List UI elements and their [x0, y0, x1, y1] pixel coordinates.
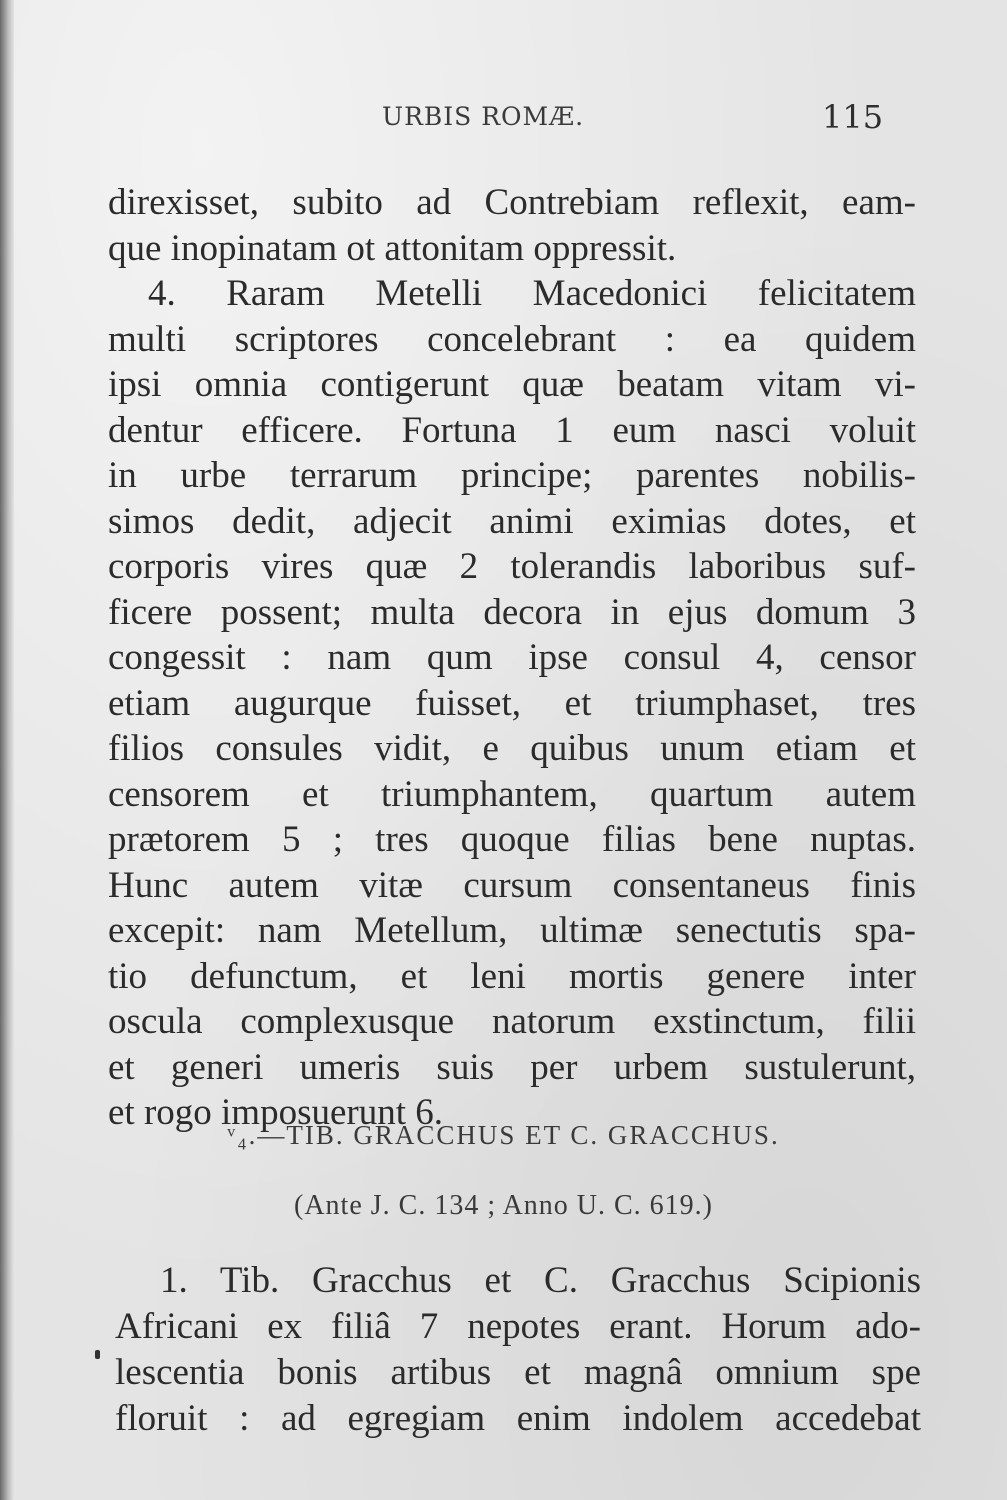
running-head: URBIS ROMÆ. [382, 102, 585, 131]
text-line: et generi umeris suis per urbem sustulerunt, [108, 1046, 916, 1088]
text-line: floruit : ad egregiam enim indolem accedebat [115, 1398, 921, 1439]
text-line: simos dedit, adjecit animi eximias dotes, et [108, 500, 916, 542]
text-line: lescentia bonis artibus et magnâ omnium spe [115, 1352, 921, 1393]
text-line: censorem et triumphantem, quartum autem [108, 773, 916, 815]
text-line: multi scriptores concelebrant : ea quidem [108, 318, 916, 360]
text-line: filios consules vidit, e quibus unum etiam et [108, 728, 916, 769]
text-line: direxisset, subito ad Contrebiam reflexit, eam- [108, 182, 916, 223]
text-line: congessit : nam qum ipse consul 4, censor [108, 637, 916, 678]
paragraph-start-line: 4. Raram Metelli Macedonici felicitatem [148, 273, 916, 314]
section-body-text [115, 1258, 921, 1442]
text-line: que inopinatam ot attonitam oppressit. [108, 227, 677, 269]
text-line: in urbe terrarum principe; parentes nobilis- [108, 455, 916, 496]
text-line: Hunc autem vitæ cursum consentaneus finis [108, 864, 916, 906]
page-header [0, 98, 1007, 138]
text-line: excepit: nam Metellum, ultimæ senectutis spa- [108, 910, 916, 951]
text-line: ficere possent; multa decora in ejus domum 3 [108, 591, 916, 633]
text-line: prætorem 5 ; tres quoque filias bene nuptas. [108, 819, 916, 860]
section-date: (Ante J. C. 134 ; Anno U. C. 619.) [294, 1190, 713, 1221]
text-line: Africani ex filiâ 7 nepotes erant. Horum ado- [115, 1306, 921, 1347]
section-heading: ᵛ₄.—TIB. GRACCHUS ET C. GRACCHUS. [227, 1120, 780, 1150]
body-text [108, 180, 916, 1136]
text-line: corporis vires quæ 2 tolerandis laboribus suf- [108, 546, 916, 587]
paragraph-start-line: 1. Tib. Gracchus et C. Gracchus Scipionis [160, 1260, 921, 1301]
page-binding-shadow [0, 0, 14, 1500]
text-line: dentur efficere. Fortuna 1 eum nasci voluit [108, 409, 916, 451]
text-line: etiam augurque fuisset, et triumphaset, tres [108, 682, 916, 724]
page-number: 115 [822, 98, 884, 136]
margin-mark [95, 1350, 100, 1359]
text-line: oscula complexusque natorum exstinctum, filii [108, 1001, 916, 1042]
text-line: ipsi omnia contigerunt quæ beatam vitam vi- [108, 364, 916, 405]
text-line: et rogo imposuerunt 6. [108, 1092, 444, 1133]
text-line: tio defunctum, et leni mortis genere inter [108, 955, 916, 997]
